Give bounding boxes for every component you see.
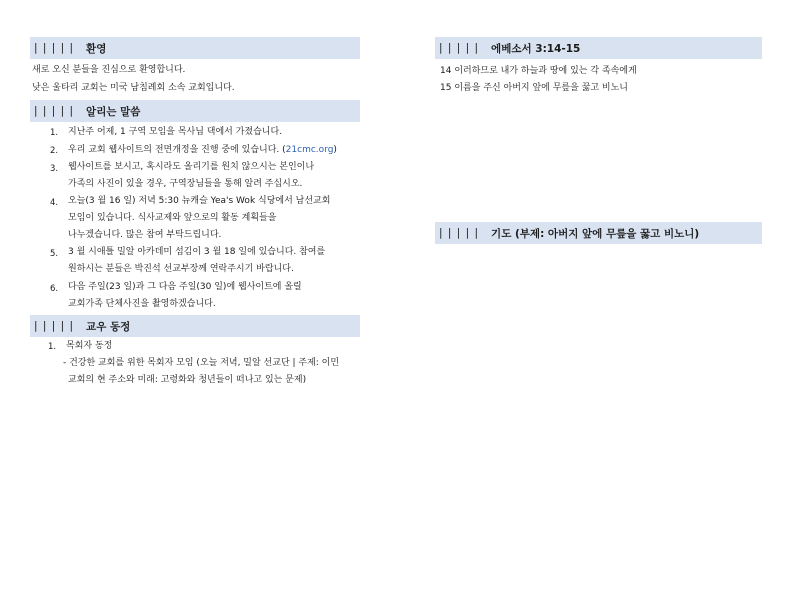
announcement-2-text: 우리 교회 웹사이트의 전면개정을 진행 중에 있습니다. (: [68, 145, 286, 155]
website-link[interactable]: 21cmc.org: [285, 145, 334, 155]
header-bars: | | | | |: [34, 105, 75, 117]
announcement-6-line-2: 교회가족 단체사진을 촬영하겠습니다.: [68, 299, 216, 309]
prayer-title: 기도 (부제: 아버지 앞에 무릎을 꿇고 비노니): [491, 227, 700, 240]
announcement-5-line-2: 원하시는 분들은 박진석 선교부장께 연락주시기 바랍니다.: [68, 264, 294, 274]
item-number: 4.: [50, 198, 59, 208]
news-1-title: 목회자 동정: [66, 341, 113, 351]
announcement-4-line-1: 오늘(3 월 16 일) 저녁 5:30 뉴캐슬 Yea's Wok 식당에서 남선교회: [68, 196, 331, 206]
scripture-title: 에베소서 3:14-15: [491, 42, 581, 55]
announcements-header: [30, 100, 360, 122]
item-number: 1.: [50, 128, 59, 138]
header-bars: | | | | |: [34, 42, 75, 54]
scripture-verse-14: 14 이러하므로 내가 하늘과 땅에 있는 각 족속에게: [440, 66, 637, 76]
news-1-line-2: 교회의 현 주소와 미래: 고령화와 청년들이 떠나고 있는 문제): [68, 375, 307, 385]
news-header: [30, 315, 360, 337]
announcement-1: 지난주 어제, 1 구역 모임을 목사님 댁에서 가졌습니다.: [68, 127, 283, 137]
welcome-line-2: 낮은 울타리 교회는 미국 남침례회 소속 교회입니다.: [32, 83, 235, 93]
news-1-line-1: - 건강한 교회를 위한 목회자 모임 (오늘 저녁, 밀알 선교단 | 주제: 이민: [63, 358, 340, 368]
scripture-header: [435, 37, 762, 59]
prayer-header: [435, 222, 762, 244]
announcements-title: 알리는 말씀: [86, 105, 141, 118]
header-bars: | | | | |: [439, 42, 480, 54]
announcement-3-line-2: 가족의 사진이 있을 경우, 구역장님들을 통해 알려 주십시오.: [68, 179, 303, 189]
header-bars: | | | | |: [34, 320, 75, 332]
item-number: 5.: [50, 249, 59, 259]
item-number: 3.: [50, 164, 59, 174]
announcement-2: [68, 142, 337, 159]
welcome-title: 환영: [86, 42, 107, 55]
scripture-verse-15: 15 이름을 주신 아버지 앞에 무릎을 꿇고 비노니: [440, 83, 628, 93]
news-title: 교우 동정: [86, 320, 131, 333]
announcement-4-line-3: 나누겠습니다. 많은 참여 부탁드립니다.: [68, 230, 222, 240]
announcement-6-line-1: 다음 주일(23 일)과 그 다음 주일(30 일)에 웹사이트에 올릴: [68, 282, 302, 292]
welcome-header: [30, 37, 360, 59]
header-bars: | | | | |: [439, 227, 480, 239]
welcome-line-1: 새로 오신 분들을 진심으로 환영합니다.: [32, 65, 186, 75]
announcement-4-line-2: 모임이 있습니다. 식사교제와 앞으로의 활동 계획들을: [68, 213, 277, 223]
item-number: 1.: [48, 342, 57, 352]
announcement-5-line-1: 3 월 시애틀 밀알 아카데미 섬김이 3 월 18 일에 있습니다. 참여를: [68, 247, 326, 257]
announcement-3-line-1: 웹사이트를 보시고, 혹시라도 올리기를 원치 않으시는 본인이나: [68, 162, 315, 172]
item-number: 2.: [50, 146, 59, 156]
announcement-2-close: ): [333, 145, 337, 155]
item-number: 6.: [50, 284, 59, 294]
